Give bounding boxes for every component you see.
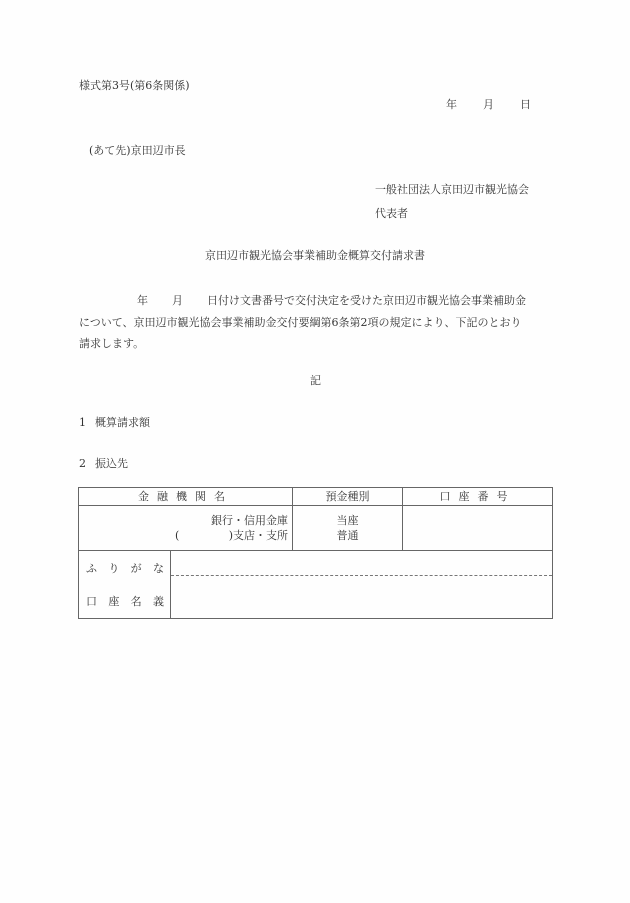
header-account-number: 口座番号 (403, 488, 553, 506)
bank-table (78, 487, 553, 619)
furigana-label: ふ り が な (86, 561, 164, 575)
document-title: 京田辺市観光協会事業補助金概算交付請求書 (205, 249, 425, 262)
form-number: 様式第3号(第6条関係) (79, 79, 190, 92)
item-transfer-destination: 2 振込先 (79, 457, 128, 470)
date-line (446, 99, 531, 110)
body-line3: 請求します。 (79, 337, 145, 350)
account-name-cell[interactable] (171, 551, 553, 619)
addressee: (あて先)京田辺市長 (89, 144, 186, 157)
body-line2: について、京田辺市観光協会事業補助金交付要綱第6条第2項の規定により、下記のとおり (79, 315, 522, 329)
account-name-labels (79, 551, 171, 619)
date-month: 月 (483, 98, 494, 111)
date-year: 年 (446, 98, 457, 111)
ki-heading: 記 (310, 374, 321, 387)
body-month: 月 (172, 294, 183, 307)
furigana-field[interactable] (171, 551, 552, 576)
date-day: 日 (520, 98, 531, 111)
account-name-field[interactable] (171, 576, 552, 618)
body-text (79, 290, 559, 355)
bank-name-cell[interactable]: 銀行・信用金庫 ( )支店・支所 (79, 506, 293, 551)
sender-organization: 一般社団法人京田辺市観光協会 (375, 183, 529, 196)
sender-representative: 代表者 (375, 207, 408, 220)
deposit-type-cell[interactable]: 当座 普通 (293, 506, 403, 551)
body-line1: 日付け文書番号で交付決定を受けた京田辺市観光協会事業補助金 (207, 294, 526, 307)
account-number-cell[interactable] (403, 506, 553, 551)
header-deposit-type: 預金種別 (293, 488, 403, 506)
item-estimated-amount: 1 概算請求額 (79, 416, 150, 429)
body-year: 年 (137, 294, 148, 307)
header-bank-name: 金融機関名 (79, 488, 293, 506)
account-name-label: 口 座 名 義 (86, 594, 164, 608)
